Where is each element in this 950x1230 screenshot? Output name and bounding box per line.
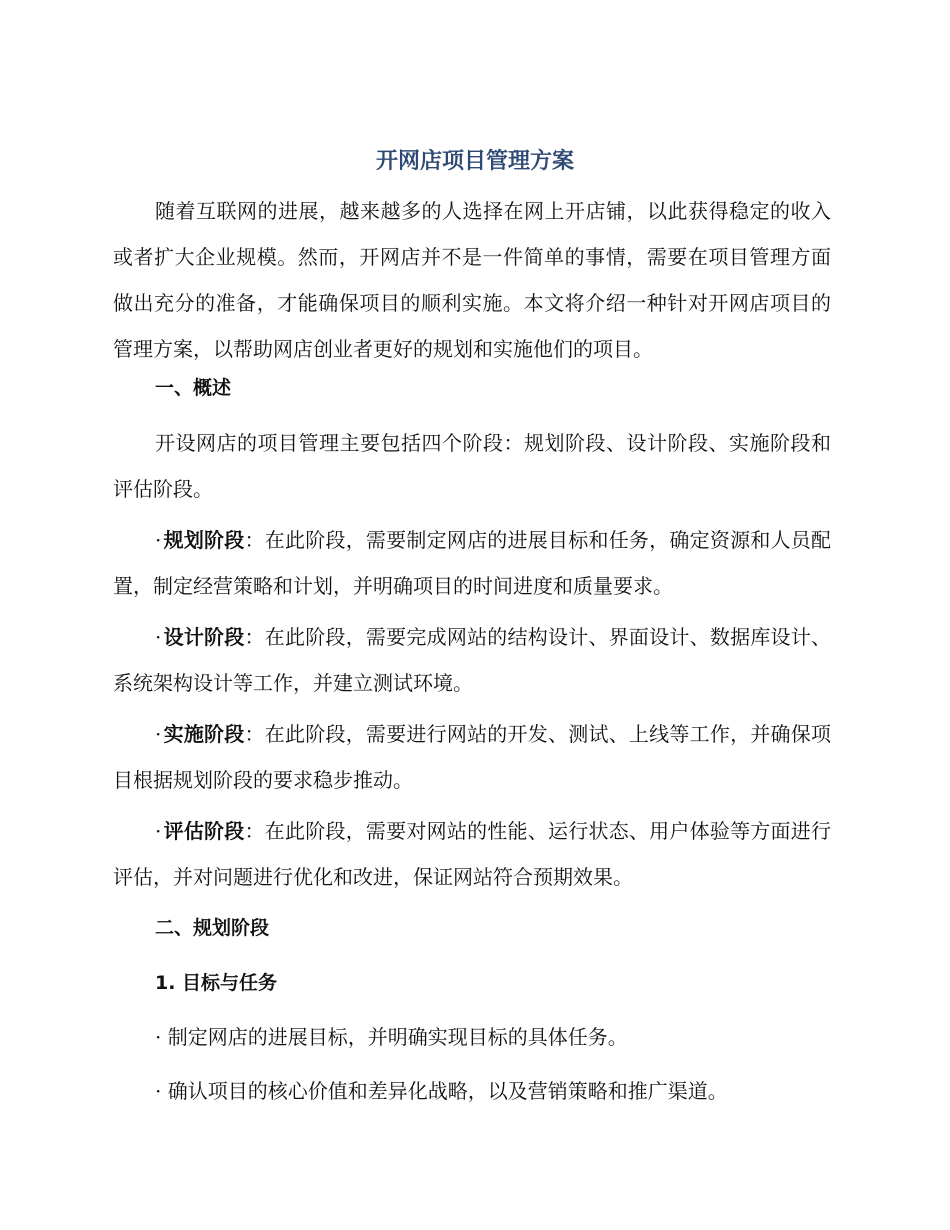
phase-item-implementation bbox=[113, 711, 831, 803]
bullet-marker: · bbox=[155, 819, 162, 843]
overview-paragraph: 开设网店的项目管理主要包括四个阶段：规划阶段、设计阶段、实施阶段和评估阶段。 bbox=[113, 431, 831, 501]
section-heading-planning: 二、规划阶段 bbox=[155, 917, 270, 939]
bullet-marker: · bbox=[155, 528, 162, 552]
phase-item-evaluation bbox=[113, 808, 831, 900]
planning-item-goals: · 制定网店的进展目标，并明确实现目标的具体任务。 bbox=[155, 1025, 628, 1049]
section-heading-overview: 一、概述 bbox=[155, 377, 232, 399]
phase-description: ：在此阶段，需要对网站的性能、运行状态、用户体验等方面进行评估，并对问题进行优化和改进，保证网站符合预期效果。 bbox=[113, 819, 832, 889]
phase-term: 设计阶段 bbox=[163, 625, 245, 649]
phase-item-planning bbox=[113, 517, 831, 609]
phase-term: 规划阶段 bbox=[163, 528, 245, 552]
intro-paragraph: 随着互联网的进展，越来越多的人选择在网上开店铺，以此获得稳定的收入或者扩大企业规模。然而，开网店并不是一件简单的事情，需要在项目管理方面做出充分的准备，才能确保项目的顺利实施。本文将介绍一种针对开网店项目的管理方案，以帮助网店创业者更好的规划和实施他们的项目。 bbox=[113, 199, 831, 361]
bullet-marker: · bbox=[155, 625, 162, 649]
subheading-goals-tasks: 1. 目标与任务 bbox=[155, 972, 278, 994]
phase-term: 实施阶段 bbox=[163, 722, 245, 746]
phase-item-design bbox=[113, 614, 831, 706]
phase-description: ：在此阶段，需要进行网站的开发、测试、上线等工作，并确保项目根据规划阶段的要求稳步推动。 bbox=[113, 722, 832, 792]
bullet-marker: · bbox=[155, 722, 162, 746]
planning-item-strategy: · 确认项目的核心价值和差异化战略，以及营销策略和推广渠道。 bbox=[155, 1079, 728, 1103]
phase-description: ：在此阶段，需要制定网店的进展目标和任务，确定资源和人员配置，制定经营策略和计划，并明确项目的时间进度和质量要求。 bbox=[113, 528, 832, 598]
phase-term: 评估阶段 bbox=[163, 819, 245, 843]
document-title: 开网店项目管理方案 bbox=[375, 149, 574, 174]
phase-description: ：在此阶段，需要完成网站的结构设计、界面设计、数据库设计、系统架构设计等工作，并建立测试环境。 bbox=[113, 625, 832, 695]
